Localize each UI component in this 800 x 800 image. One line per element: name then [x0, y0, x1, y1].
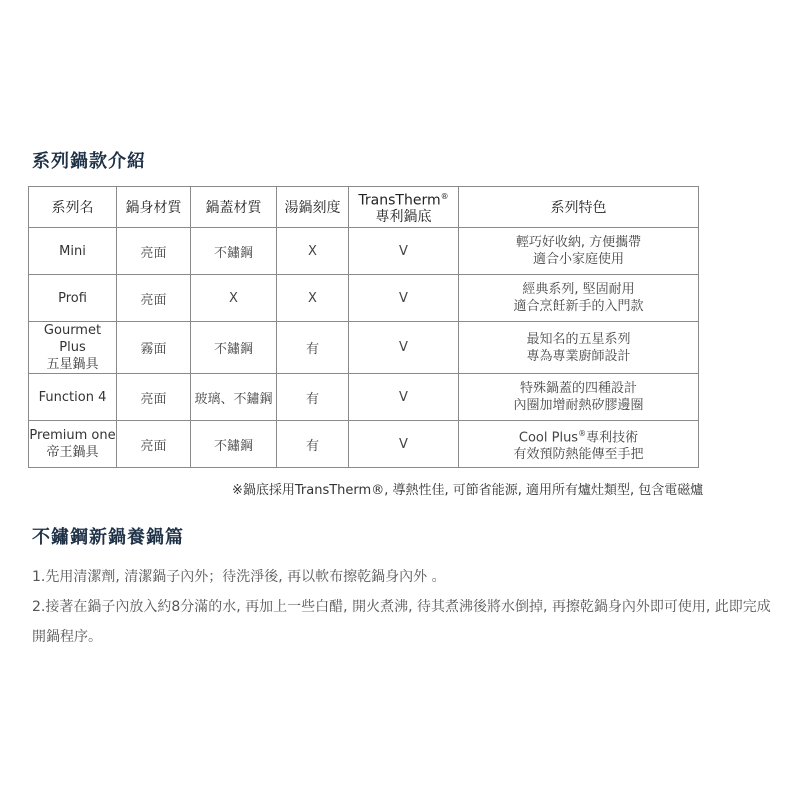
scale-cell: 有	[277, 322, 349, 374]
series-name-cell: Profi	[29, 275, 117, 322]
transtherm-footnote: ※鍋底採用TransTherm®, 導熱性佳, 可節省能源, 適用所有爐灶類型, 包含電磁爐	[232, 483, 704, 498]
transtherm-cell: V	[349, 275, 459, 322]
seasoning-step-2: 2.接著在鍋子內放入約8分滿的水, 再加上一些白醋, 開火煮沸, 待其煮沸後將水倒掉, 再擦乾鍋身內外即可使用, 此即完成開鍋程序。	[32, 599, 771, 645]
series-name-cell: Mini	[29, 228, 117, 275]
series-name-cell: Premium one 帝王鍋具	[29, 421, 117, 468]
header-body-material: 鍋身材質	[117, 187, 191, 228]
header-transtherm-line1: TransTherm	[358, 192, 441, 209]
lid-material-cell: 不鏽鋼	[191, 322, 277, 374]
transtherm-cell: V	[349, 322, 459, 374]
scale-cell: 有	[277, 421, 349, 468]
scale-cell: 有	[277, 374, 349, 421]
registered-mark: ®	[578, 428, 587, 438]
features-cell: 輕巧好收納, 方便攜帶 適合小家庭使用	[459, 228, 699, 275]
features-cell: 特殊鍋蓋的四種設計 內圈加增耐熱矽膠邊圈	[459, 374, 699, 421]
transtherm-cell: V	[349, 228, 459, 275]
table-row	[29, 374, 699, 421]
table-header-row	[29, 187, 699, 228]
transtherm-cell: V	[349, 374, 459, 421]
features-cell: Cool Plus®專利技術 有效預防熱能傳至手把	[459, 421, 699, 468]
lid-material-cell: X	[191, 275, 277, 322]
lid-material-cell: 玻璃、不鏽鋼	[191, 374, 277, 421]
series-name-cell: Function 4	[29, 374, 117, 421]
series-name-cell: Gourmet Plus 五星鍋具	[29, 322, 117, 374]
header-scale: 湯鍋刻度	[277, 187, 349, 228]
header-features: 系列特色	[459, 187, 699, 228]
scale-cell: X	[277, 228, 349, 275]
series-section-title: 系列鍋款介紹	[32, 151, 146, 172]
table-row	[29, 275, 699, 322]
body-material-cell: 亮面	[117, 228, 191, 275]
table-row	[29, 228, 699, 275]
header-transtherm	[349, 187, 459, 228]
header-transtherm-line2: 專利鍋底	[375, 209, 432, 226]
header-series-name: 系列名	[29, 187, 117, 228]
features-cell: 經典系列, 堅固耐用 適合烹飪新手的入門款	[459, 275, 699, 322]
body-material-cell: 霧面	[117, 322, 191, 374]
lid-material-cell: 不鏽鋼	[191, 228, 277, 275]
table-row	[29, 421, 699, 468]
lid-material-cell: 不鏽鋼	[191, 421, 277, 468]
scale-cell: X	[277, 275, 349, 322]
body-material-cell: 亮面	[117, 275, 191, 322]
transtherm-cell: V	[349, 421, 459, 468]
header-lid-material: 鍋蓋材質	[191, 187, 277, 228]
seasoning-section-title: 不鏽鋼新鍋養鍋篇	[32, 527, 184, 548]
registered-mark: ®	[440, 191, 449, 201]
table-row	[29, 322, 699, 374]
seasoning-step-1: 1.先用清潔劑, 清潔鍋子內外；待洗淨後, 再以軟布擦乾鍋身內外 。	[32, 569, 446, 585]
features-cell: 最知名的五星系列 專為專業廚師設計	[459, 322, 699, 374]
body-material-cell: 亮面	[117, 421, 191, 468]
series-comparison-table	[28, 186, 699, 468]
body-material-cell: 亮面	[117, 374, 191, 421]
